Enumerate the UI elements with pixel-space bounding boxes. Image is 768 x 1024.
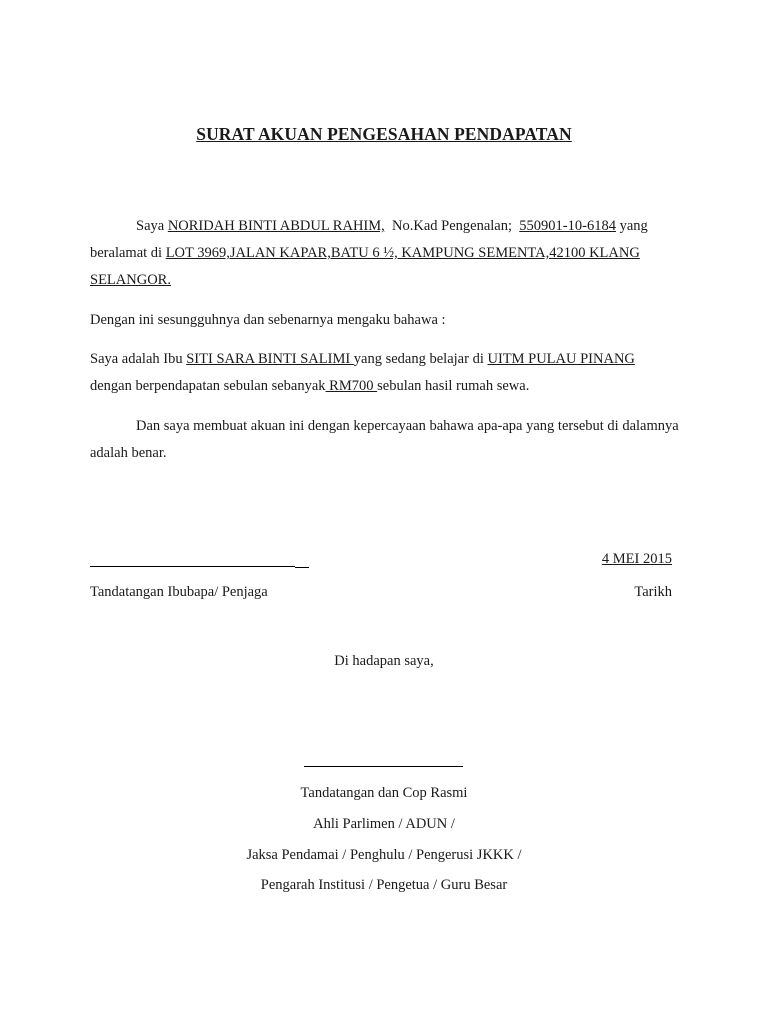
witness-intro: Di hadapan saya, — [334, 653, 434, 669]
ic-number: 550901-10-6184 — [519, 218, 616, 234]
witness-signature-line — [304, 766, 463, 767]
text-address-label: yang beralamat di — [90, 218, 648, 261]
child-name: SITI SARA BINTI SALIMI — [186, 351, 354, 367]
text-income-label: dengan berpendapatan sebulan sebanyak — [90, 378, 326, 394]
institution-name: UITM PULAU PINANG — [487, 351, 635, 367]
text-mother-of: Saya adalah Ibu — [90, 351, 187, 367]
income-amount: RM700 — [325, 378, 378, 394]
text-studying-at: yang sedang belajar di — [353, 351, 488, 367]
text-ic-label: No.Kad Pengenalan; — [384, 218, 520, 234]
document-title: SURAT AKUAN PENGESAHAN PENDAPATAN — [196, 124, 572, 144]
income-paragraph — [90, 346, 680, 400]
text-income-source: sebulan hasil rumah sewa. — [377, 378, 530, 394]
witness-line-2: Ahli Parlimen / ADUN / — [313, 816, 455, 832]
declarant-paragraph — [90, 213, 680, 294]
parent-signature-line — [90, 566, 295, 567]
declaration-date: 4 MEI 2015 — [601, 551, 672, 567]
date-label: Tarikh — [634, 584, 672, 600]
truth-statement: Dan saya membuat akuan ini dengan kepercayaan bahawa apa-apa yang tersebut di dalamnya adalah benar. — [90, 418, 679, 461]
witness-line-3: Jaksa Pendamai / Penghulu / Pengerusi JKKK / — [246, 847, 522, 863]
text-saya: Saya — [136, 218, 168, 234]
declaration-intro: Dengan ini sesungguhnya dan sebenarnya mengaku bahawa : — [90, 312, 446, 328]
witness-line-4: Pengarah Institusi / Pengetua / Guru Besar — [260, 877, 508, 893]
parent-signature-label: Tandatangan Ibubapa/ Penjaga — [90, 584, 268, 600]
signature-line-extension — [295, 567, 309, 568]
address: LOT 3969,JALAN KAPAR,BATU 6 ½, KAMPUNG SEMENTA,42100 KLANG SELANGOR. — [90, 245, 640, 288]
declarant-name: NORIDAH BINTI ABDUL RAHIM, — [167, 218, 385, 234]
witness-line-1: Tandatangan dan Cop Rasmi — [300, 785, 468, 801]
